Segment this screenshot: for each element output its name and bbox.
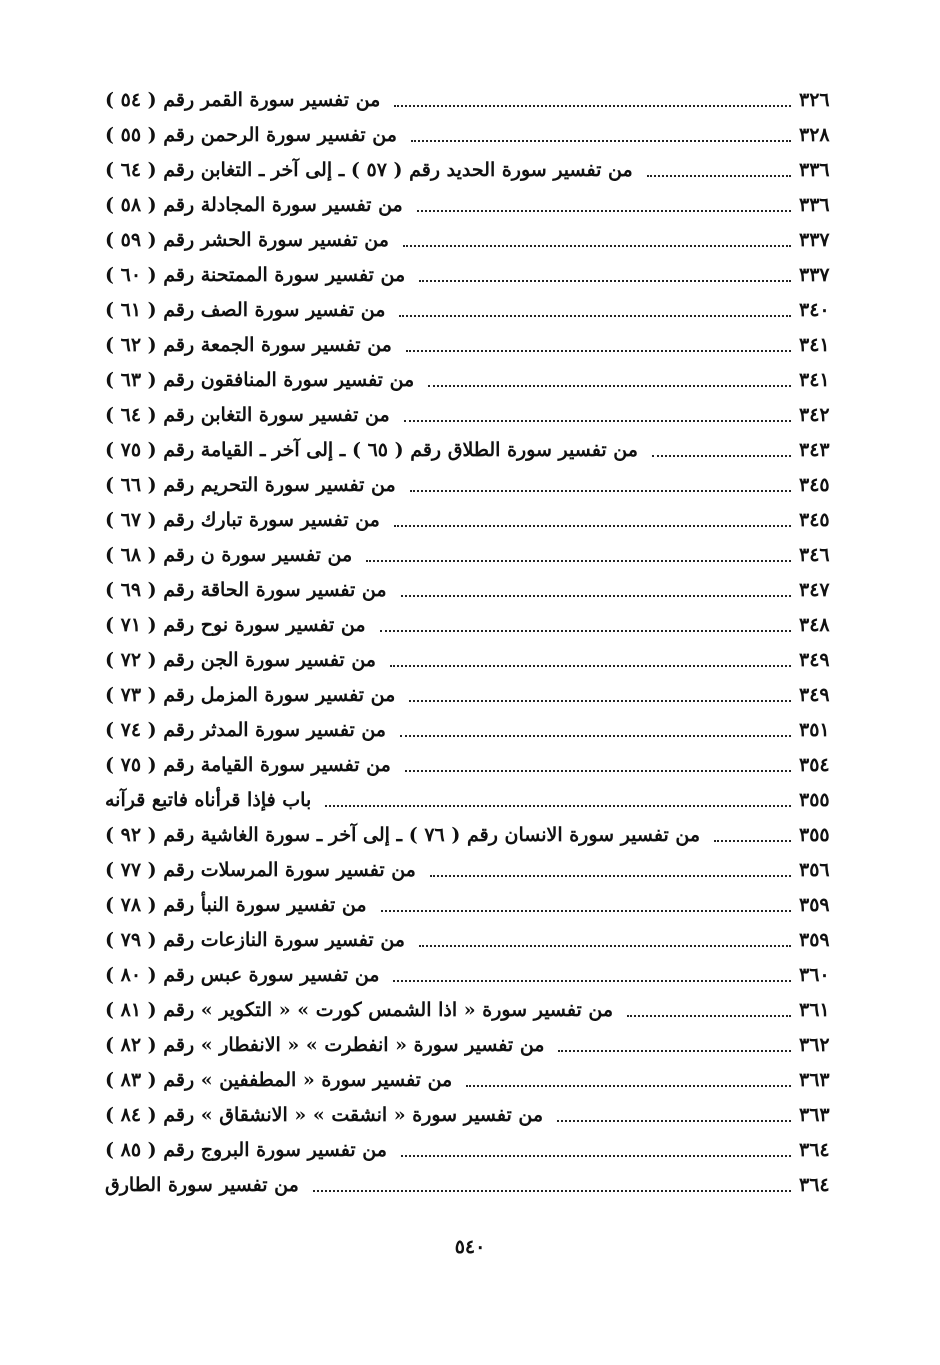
toc-entry <box>95 258 845 293</box>
toc-entry-title: من تفسير سورة الطارق <box>105 1174 299 1196</box>
table-of-contents <box>95 83 845 1203</box>
dot-leader <box>430 873 791 877</box>
dot-leader <box>557 1118 791 1122</box>
toc-entry-page: ٣٦٣ <box>799 1069 830 1091</box>
toc-entry <box>95 223 845 258</box>
dot-leader <box>393 978 791 982</box>
toc-entry-title: من تفسير سورة الرحمن رقم ( ٥٥ ) <box>105 124 397 146</box>
toc-entry-title: من تفسير سورة البروج رقم ( ٨٥ ) <box>105 1139 387 1161</box>
toc-entry-title: باب فإذا قرأناه فاتبع قرآنه <box>105 789 312 811</box>
toc-entry <box>95 713 845 748</box>
dot-leader <box>394 103 791 107</box>
dot-leader <box>366 558 791 562</box>
dot-leader <box>410 488 791 492</box>
toc-entry-title: من تفسير سورة المرسلات رقم ( ٧٧ ) <box>105 859 416 881</box>
dot-leader <box>325 803 791 807</box>
toc-entry <box>95 573 845 608</box>
toc-entry-title: من تفسير سورة الطلاق رقم ( ٦٥ ) ـ إلى آخر ـ القيامة رقم ( ٧٥ ) <box>105 439 638 461</box>
toc-entry <box>95 783 845 818</box>
toc-entry <box>95 1168 845 1203</box>
dot-leader <box>390 663 791 667</box>
dot-leader <box>401 1153 791 1157</box>
toc-entry-page: ٣٦٤ <box>799 1174 830 1196</box>
toc-entry-page: ٣٥١ <box>799 719 830 741</box>
dot-leader <box>404 418 791 422</box>
toc-entry-title: من تفسير سورة الصف رقم ( ٦١ ) <box>105 299 386 321</box>
toc-entry <box>95 153 845 188</box>
toc-entry-page: ٣٤٨ <box>799 614 830 636</box>
toc-entry-title: من تفسير سورة عبس رقم ( ٨٠ ) <box>105 964 380 986</box>
dot-leader <box>411 138 791 142</box>
dot-leader <box>394 523 791 527</box>
toc-entry-page: ٣٤٣ <box>799 439 830 461</box>
toc-entry-title: من تفسير سورة المجادلة رقم ( ٥٨ ) <box>105 194 403 216</box>
dot-leader <box>403 243 791 247</box>
toc-entry <box>95 468 845 503</box>
toc-entry-title: من تفسير سورة المزمل رقم ( ٧٣ ) <box>105 684 396 706</box>
toc-entry-page: ٣٦٤ <box>799 1139 830 1161</box>
toc-entry <box>95 958 845 993</box>
toc-entry-page: ٣٤١ <box>799 369 830 391</box>
toc-entry-page: ٣٤٦ <box>799 544 830 566</box>
dot-leader <box>401 593 791 597</box>
toc-entry-title: من تفسير سورة « اذا الشمس كورت » « التكوير » رقم ( ٨١ ) <box>105 999 614 1021</box>
toc-entry-page: ٣٣٧ <box>799 264 830 286</box>
page-number: ٥٤٠ <box>454 1236 486 1258</box>
toc-entry <box>95 433 845 468</box>
toc-entry <box>95 993 845 1028</box>
toc-entry <box>95 83 845 118</box>
dot-leader <box>419 943 791 947</box>
toc-entry <box>95 1133 845 1168</box>
dot-leader <box>405 768 791 772</box>
toc-entry-title: من تفسير سورة النبأ رقم ( ٧٨ ) <box>105 894 367 916</box>
dot-leader <box>466 1083 791 1087</box>
toc-entry-title: من تفسير سورة القيامة رقم ( ٧٥ ) <box>105 754 391 776</box>
toc-entry-page: ٣٥٥ <box>799 789 830 811</box>
toc-entry <box>95 888 845 923</box>
dot-leader <box>399 313 791 317</box>
toc-entry-title: من تفسير سورة تبارك رقم ( ٦٧ ) <box>105 509 380 531</box>
toc-entry <box>95 293 845 328</box>
toc-entry-page: ٣٥٤ <box>799 754 830 776</box>
toc-entry-title: من تفسير سورة الانسان رقم ( ٧٦ ) ـ إلى آخر ـ سورة الغاشية رقم ( ٩٢ ) <box>105 824 701 846</box>
dot-leader <box>381 908 791 912</box>
toc-entry-page: ٣٦١ <box>799 999 830 1021</box>
toc-entry <box>95 818 845 853</box>
dot-leader <box>400 733 791 737</box>
toc-entry-title: من تفسير سورة المدثر رقم ( ٧٤ ) <box>105 719 386 741</box>
toc-entry-page: ٣٤٧ <box>799 579 830 601</box>
toc-entry-title: من تفسير سورة الجن رقم ( ٧٢ ) <box>105 649 376 671</box>
toc-entry-title: من تفسير سورة الجمعة رقم ( ٦٢ ) <box>105 334 392 356</box>
toc-entry-page: ٣٦٣ <box>799 1104 830 1126</box>
toc-entry-title: من تفسير سورة المنافقون رقم ( ٦٣ ) <box>105 369 415 391</box>
toc-entry-page: ٣٤٩ <box>799 649 830 671</box>
toc-entry-page: ٣٦٢ <box>799 1034 830 1056</box>
dot-leader <box>380 628 791 632</box>
dot-leader <box>714 838 791 842</box>
toc-entry <box>95 1063 845 1098</box>
toc-entry <box>95 608 845 643</box>
dot-leader <box>647 173 791 177</box>
toc-entry-page: ٣٤١ <box>799 334 830 356</box>
toc-entry <box>95 398 845 433</box>
dot-leader <box>419 278 791 282</box>
toc-entry-page: ٣٤٥ <box>799 474 830 496</box>
toc-entry-title: من تفسير سورة « المطففين » رقم ( ٨٣ ) <box>105 1069 453 1091</box>
toc-entry <box>95 1028 845 1063</box>
toc-entry-page: ٣٥٩ <box>799 929 830 951</box>
toc-entry <box>95 118 845 153</box>
dot-leader <box>406 348 791 352</box>
toc-entry <box>95 538 845 573</box>
dot-leader <box>409 698 791 702</box>
toc-entry-page: ٣٤٥ <box>799 509 830 531</box>
toc-entry-title: من تفسير سورة الحاقة رقم ( ٦٩ ) <box>105 579 387 601</box>
toc-entry-page: ٣٦٠ <box>799 964 830 986</box>
toc-entry-page: ٣٣٧ <box>799 229 830 251</box>
toc-entry-title: من تفسير سورة النازعات رقم ( ٧٩ ) <box>105 929 405 951</box>
toc-entry <box>95 503 845 538</box>
toc-entry <box>95 748 845 783</box>
toc-entry <box>95 923 845 958</box>
toc-entry-title: من تفسير سورة الحديد رقم ( ٥٧ ) ـ إلى آخر ـ التغابن رقم ( ٦٤ ) <box>105 159 633 181</box>
toc-entry-page: ٣٥٦ <box>799 859 830 881</box>
toc-entry-page: ٣٢٦ <box>799 89 830 111</box>
toc-entry-title: من تفسير سورة التغابن رقم ( ٦٤ ) <box>105 404 390 426</box>
toc-entry-title: من تفسير سورة ن رقم ( ٦٨ ) <box>105 544 353 566</box>
toc-entry-title: من تفسير سورة « انفطرت » « الانفطار » رقم ( ٨٢ ) <box>105 1034 545 1056</box>
dot-leader <box>313 1188 791 1192</box>
toc-entry <box>95 328 845 363</box>
toc-entry <box>95 853 845 888</box>
toc-entry-title: من تفسير سورة « انشقت » « الانشقاق » رقم ( ٨٤ ) <box>105 1104 544 1126</box>
toc-entry-title: من تفسير سورة القمر رقم ( ٥٤ ) <box>105 89 381 111</box>
dot-leader <box>417 208 791 212</box>
toc-entry-title: من تفسير سورة نوح رقم ( ٧١ ) <box>105 614 366 636</box>
toc-entry-title: من تفسير سورة التحريم رقم ( ٦٦ ) <box>105 474 396 496</box>
toc-entry <box>95 678 845 713</box>
toc-entry-title: من تفسير سورة الممتحنة رقم ( ٦٠ ) <box>105 264 406 286</box>
toc-entry <box>95 1098 845 1133</box>
toc-entry-page: ٣٤٩ <box>799 684 830 706</box>
dot-leader <box>627 1013 791 1017</box>
toc-entry-page: ٣٣٦ <box>799 194 830 216</box>
dot-leader <box>652 453 791 457</box>
toc-entry-page: ٣٢٨ <box>799 124 830 146</box>
toc-entry-page: ٣٤٠ <box>799 299 830 321</box>
toc-entry-page: ٣٤٢ <box>799 404 830 426</box>
dot-leader <box>428 383 791 387</box>
toc-entry <box>95 363 845 398</box>
dot-leader <box>558 1048 791 1052</box>
toc-entry-page: ٣٣٦ <box>799 159 830 181</box>
toc-entry-page: ٣٥٩ <box>799 894 830 916</box>
toc-entry-title: من تفسير سورة الحشر رقم ( ٥٩ ) <box>105 229 389 251</box>
toc-entry-page: ٣٥٥ <box>799 824 830 846</box>
toc-entry <box>95 643 845 678</box>
toc-entry <box>95 188 845 223</box>
